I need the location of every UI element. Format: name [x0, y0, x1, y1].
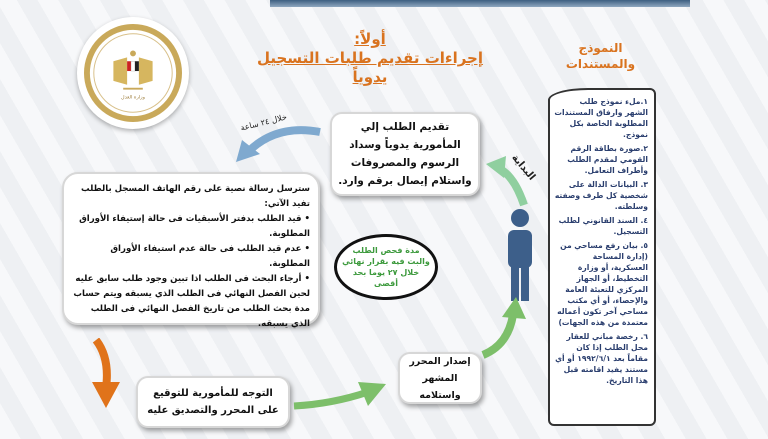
- sms-item: • أرجاء البحث فى الطلب اذا تبين وجود طلب سابق عليه لحين الفصل النهائي فى الطلب الذي يسبقه ويتم حساب مدة بحث الطلب من تاريخ الفصل النهائي فى الطلب الذي يسبقه.: [72, 272, 310, 332]
- within-24h-label: خلال ٢٤ ساعة: [239, 112, 288, 133]
- start-label: البداية: [509, 152, 538, 183]
- step-sign-text: التوجه للمأمورية للتوقيع على المحرر والتصديق عليه: [147, 388, 279, 416]
- title-line-2: إجراءات تقديم طلبات التسجيل: [256, 49, 484, 67]
- doc-item: ٦. رخصة مباني للعقار محل الطلب إذا كان مقاماً بعد ١٩٩٢/٦/١ أو أي مستند يفيد اقامته قبل هذا التاريخ.: [555, 332, 648, 385]
- sms-notice-box: [62, 172, 320, 329]
- ministry-seal-logo: [77, 17, 189, 129]
- doc-item: ٥. بيان رفع مساحي من (إدارة المساحة العسكرية، أو وزارة التخطيط، أو الجهاز المركزي للتعبئة العامة والإحصاء، أو أي مكتب مساحي آخر تكون أعماله معتمدة من هذه الجهات): [557, 241, 648, 327]
- green-arrow-up-icon: [478, 295, 533, 360]
- sms-intro: سترسل رسالة نصية على رقم الهاتف المسجل بالطلب تفيد الآتي:: [81, 184, 310, 209]
- green-arrow-right-icon: [292, 378, 387, 413]
- sms-item: • عدم قيد الطلب فى حالة عدم استيفاء الأوراق المطلوبة.: [72, 242, 310, 272]
- eagle-emblem-icon: [84, 24, 182, 122]
- duration-text: مدة فحص الطلب والبت فيه بقرار نهائي خلال ٢٧ يوما بحد أقصى: [342, 246, 430, 288]
- svg-text:وزارة العدل: وزارة العدل: [121, 94, 145, 101]
- title-line-3: يدوياً: [352, 68, 388, 86]
- title-line-1: أولاً:: [354, 30, 386, 48]
- step-submit-text: تقديم الطلب إلي المأمورية يدوياً وسداد الرسوم والمصروفات واستلام إيصال برقم وارد.: [338, 121, 472, 187]
- page-title: [250, 30, 490, 87]
- orange-arrow-down-icon: [88, 338, 128, 410]
- header-bar: [270, 0, 690, 7]
- step-issue-text: إصدار المحرر المشهر واستلامه: [409, 355, 471, 401]
- step-submit-box: [330, 112, 480, 196]
- duration-oval: [334, 234, 438, 300]
- doc-item: ٢.صورة بطاقة الرقم القومي لمقدم الطلب وأطراف التعامل.: [567, 144, 648, 175]
- step-sign-box: [136, 376, 290, 428]
- person-icon: [500, 208, 540, 303]
- documents-list: [548, 88, 656, 426]
- docs-header: النموذج والمستندات: [565, 41, 636, 71]
- doc-item: ٣. البيانات الدالة على شخصية كل طرف وصفته وسلطته.: [554, 180, 648, 211]
- doc-item: ٤. السند القانوني لطلب التسجيل.: [558, 216, 648, 236]
- doc-item: ١.ملء نموذج طلب الشهر وارفاق المستندات المطلوبة الخاصة بكل نموذج.: [554, 97, 648, 139]
- sms-item: • قيد الطلب بدفتر الأسبقيات فى حالة إستيفاء الأوراق المطلوبة.: [72, 212, 310, 242]
- step-issue-box: [398, 352, 482, 404]
